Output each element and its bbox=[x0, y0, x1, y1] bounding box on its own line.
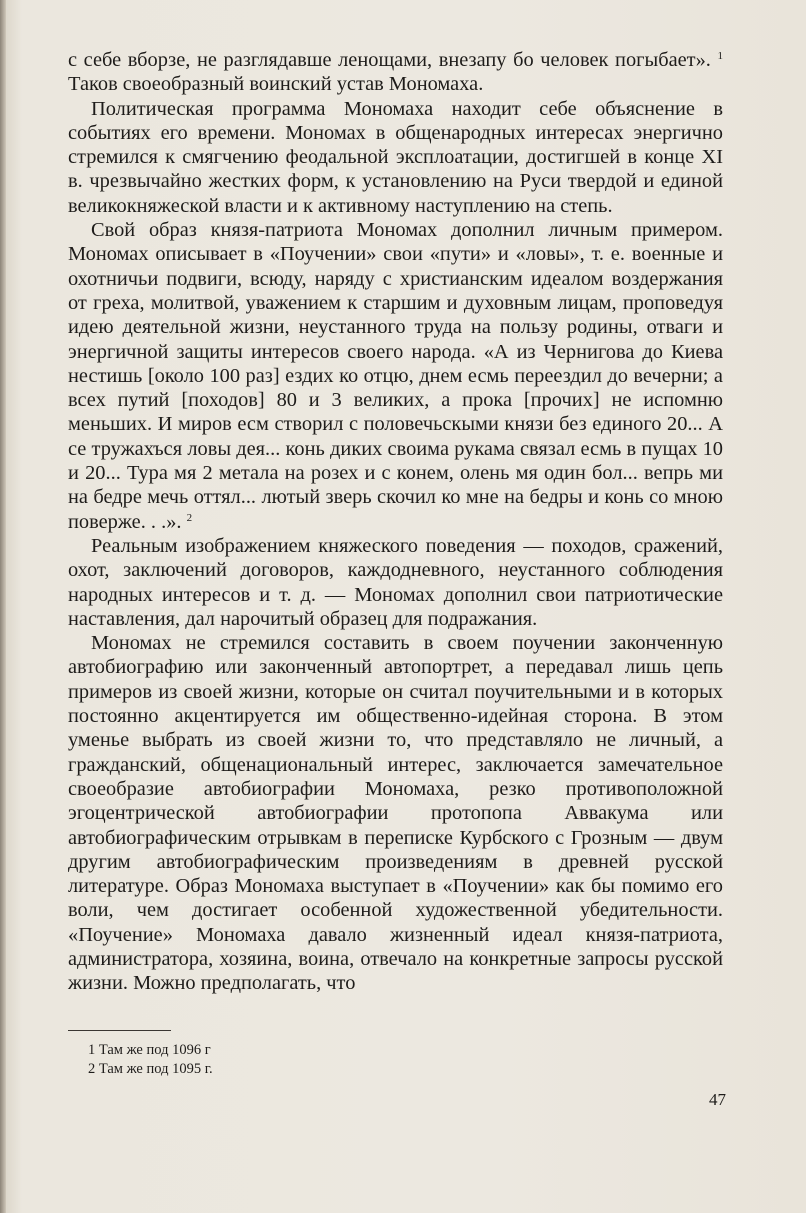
paragraph-text: с себе вборзе, не разглядавше ленощами, внезапу бо человек погыбает». bbox=[68, 49, 718, 71]
paragraph bbox=[68, 48, 723, 97]
footnote-mark: 1 bbox=[88, 1042, 96, 1058]
footnote-reference: 1 bbox=[717, 50, 723, 62]
paragraph-text: Мономах не стремился составить в своем поучении законченную автобиографию или законченный автопортрет, а передавал лишь цепь примеров из своей жизни, которые он считал поучительными и в которых постоянно акцентируется им общественно-идейная сторона. В этом уменье выбрать из своей жизни то, что представляло не личный, а гражданский, общенациональный интерес, заключается замечательное своеобразие автобиографии Мономаха, резко противоположной эгоцентрической автобиографии протопопа Аввакума или автобиографическим отрывкам в переписке Курбского с Грозным — двум другим автобиографическим произведениям в древней русской литературе. Образ Мономаха выступает в «Поучении» как бы помимо его воли, чем достигает особенной художественной убедительности. «Поучение» Мономаха давало жизненный идеал князя-патриота, администратора, хозяина, воина, отвечало на конкретные запросы русской жизни. Можно предполагать, что bbox=[68, 632, 723, 995]
footnote-text: Там же под 1095 г. bbox=[98, 1061, 213, 1077]
paragraph bbox=[68, 534, 723, 631]
book-spine-edge bbox=[0, 0, 6, 1213]
page-number: 47 bbox=[709, 1090, 726, 1109]
paragraph-text: Реальным изображением княжеского поведения — походов, сражений, охот, заключений договоров, каждодневного, неустанного соблюдения народных интересов и т. д. — Мономах дополнил свои патриотические наставления, дал нарочитый образец для подражания. bbox=[68, 534, 723, 630]
main-text bbox=[68, 48, 723, 996]
footnote-reference: 2 bbox=[186, 511, 193, 524]
paragraph bbox=[68, 631, 723, 995]
footnote-2 bbox=[88, 1060, 213, 1079]
paragraph-text: Свой образ князя-патриота Мономах дополнил личным примером. Мономах описывает в «Поучении» свои «пути» и «ловы», т. е. военные и охотничьи подвиги, всюду, наряду с христианским идеалом воздержания от греха, молитвой, уважением к старшим и духовным лицам, проповедуя идею деятельной жизни, неустанного труда на пользу родины, отваги и энергичной защиты интересов своего народа. «А из Чернигова до Киева нестишь [около 100 раз] ездих ко отцю, днем есмь переездил до вечерни; а всех путий [походов] 80 и 3 великих, а прока [прочих] не испомню меньших. И миров есм створил с половечьскыми князи без единого 20... А се тружахъся ловы дея... конь диких своима рукама связал есмь в пущах 10 и 20... Тура мя 2 метала на розех и с конем, олень мя один бол... вепрь ми на бедре мечь оттял... лютый зверь скочил ко мне на бедры и конь со мною поверже. . .». bbox=[68, 219, 723, 533]
footnote-separator bbox=[68, 1030, 171, 1031]
paragraph bbox=[68, 218, 723, 534]
footnote-text: Там же под 1096 г bbox=[98, 1042, 211, 1058]
footnote-1 bbox=[88, 1041, 213, 1060]
paragraph bbox=[68, 97, 723, 218]
footnotes bbox=[88, 1041, 213, 1079]
footnote-mark: 2 bbox=[88, 1061, 96, 1077]
paragraph-text: Таков своеобразный воинский устав Мономаха. bbox=[68, 73, 484, 96]
paragraph-text: Политическая программа Мономаха находит себе объяснение в событиях его времени. Мономах в общенародных интересах энергично стремился к смягчению феодальной эксплоатации, достигшей в конце XI в. чрезвычайно жестких форм, к установлению на Руси твердой и единой великокняжеской власти и к активному наступлению на степь. bbox=[68, 97, 723, 217]
